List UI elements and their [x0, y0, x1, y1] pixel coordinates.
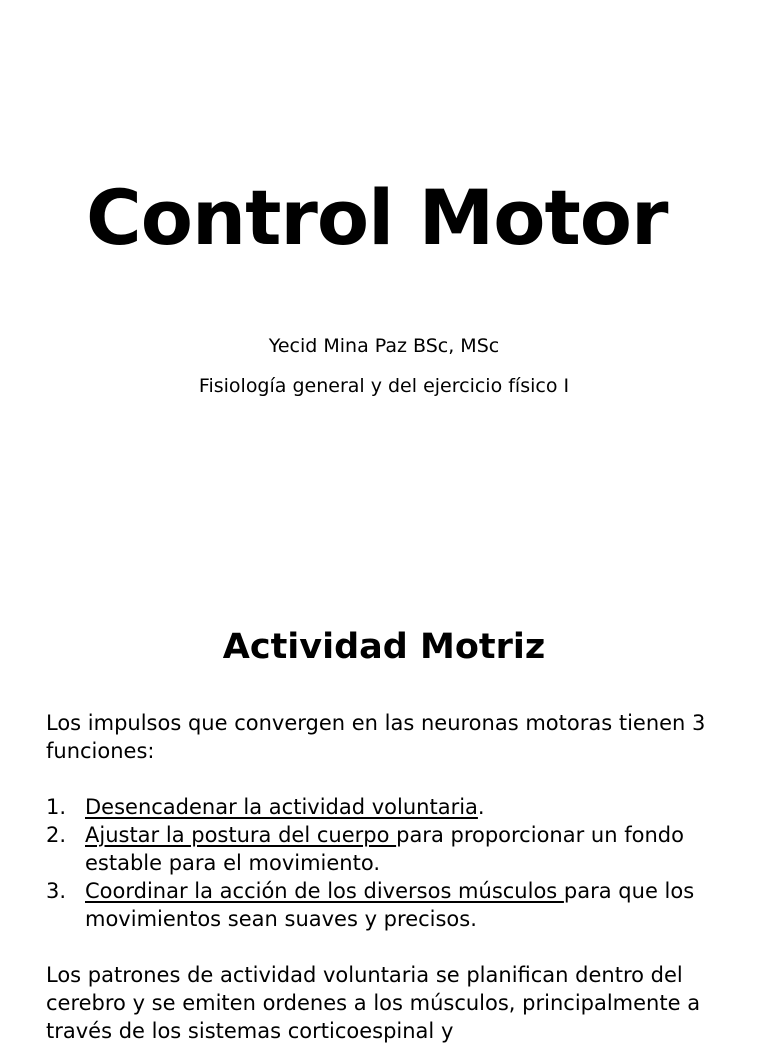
list-item-key-phrase: Coordinar la acción de los diversos músculos [85, 879, 564, 903]
list-item [46, 877, 726, 933]
list-number: 2. [46, 823, 67, 847]
functions-list [46, 793, 726, 933]
list-number: 1. [46, 795, 67, 819]
list-item-text: . [477, 795, 485, 819]
course-line: Fisiología general y del ejercicio físico I [198, 375, 570, 397]
presentation-title: Control Motor [86, 173, 668, 262]
slide-body [46, 709, 726, 1045]
list-item-key-phrase: Desencadenar la actividad voluntaria [85, 795, 478, 819]
list-number: 3. [46, 879, 67, 903]
slide-heading: Actividad Motriz [222, 627, 546, 667]
closing-paragraph: Los patrones de actividad voluntaria se planifican dentro del cerebro y se emiten ordenes a los músculos, principalmente a través de los sistemas corticoespinal y [46, 963, 701, 1043]
subtitle-block [0, 326, 768, 406]
list-item-key-phrase: Ajustar la postura del cuerpo [85, 823, 397, 847]
list-item-text: para que los movimientos sean suaves y precisos. [85, 879, 695, 931]
intro-paragraph: Los impulsos que convergen en las neuronas motoras tienen 3 funciones: [46, 711, 706, 763]
list-item [46, 821, 726, 877]
author-line: Yecid Mina Paz BSc, MSc [268, 335, 500, 357]
list-item [46, 793, 726, 821]
paragraph-spacer [46, 765, 726, 793]
paragraph-spacer [46, 933, 726, 961]
list-item-text: para proporcionar un fondo estable para el movimiento. [85, 823, 684, 875]
content-slide [0, 576, 768, 1043]
